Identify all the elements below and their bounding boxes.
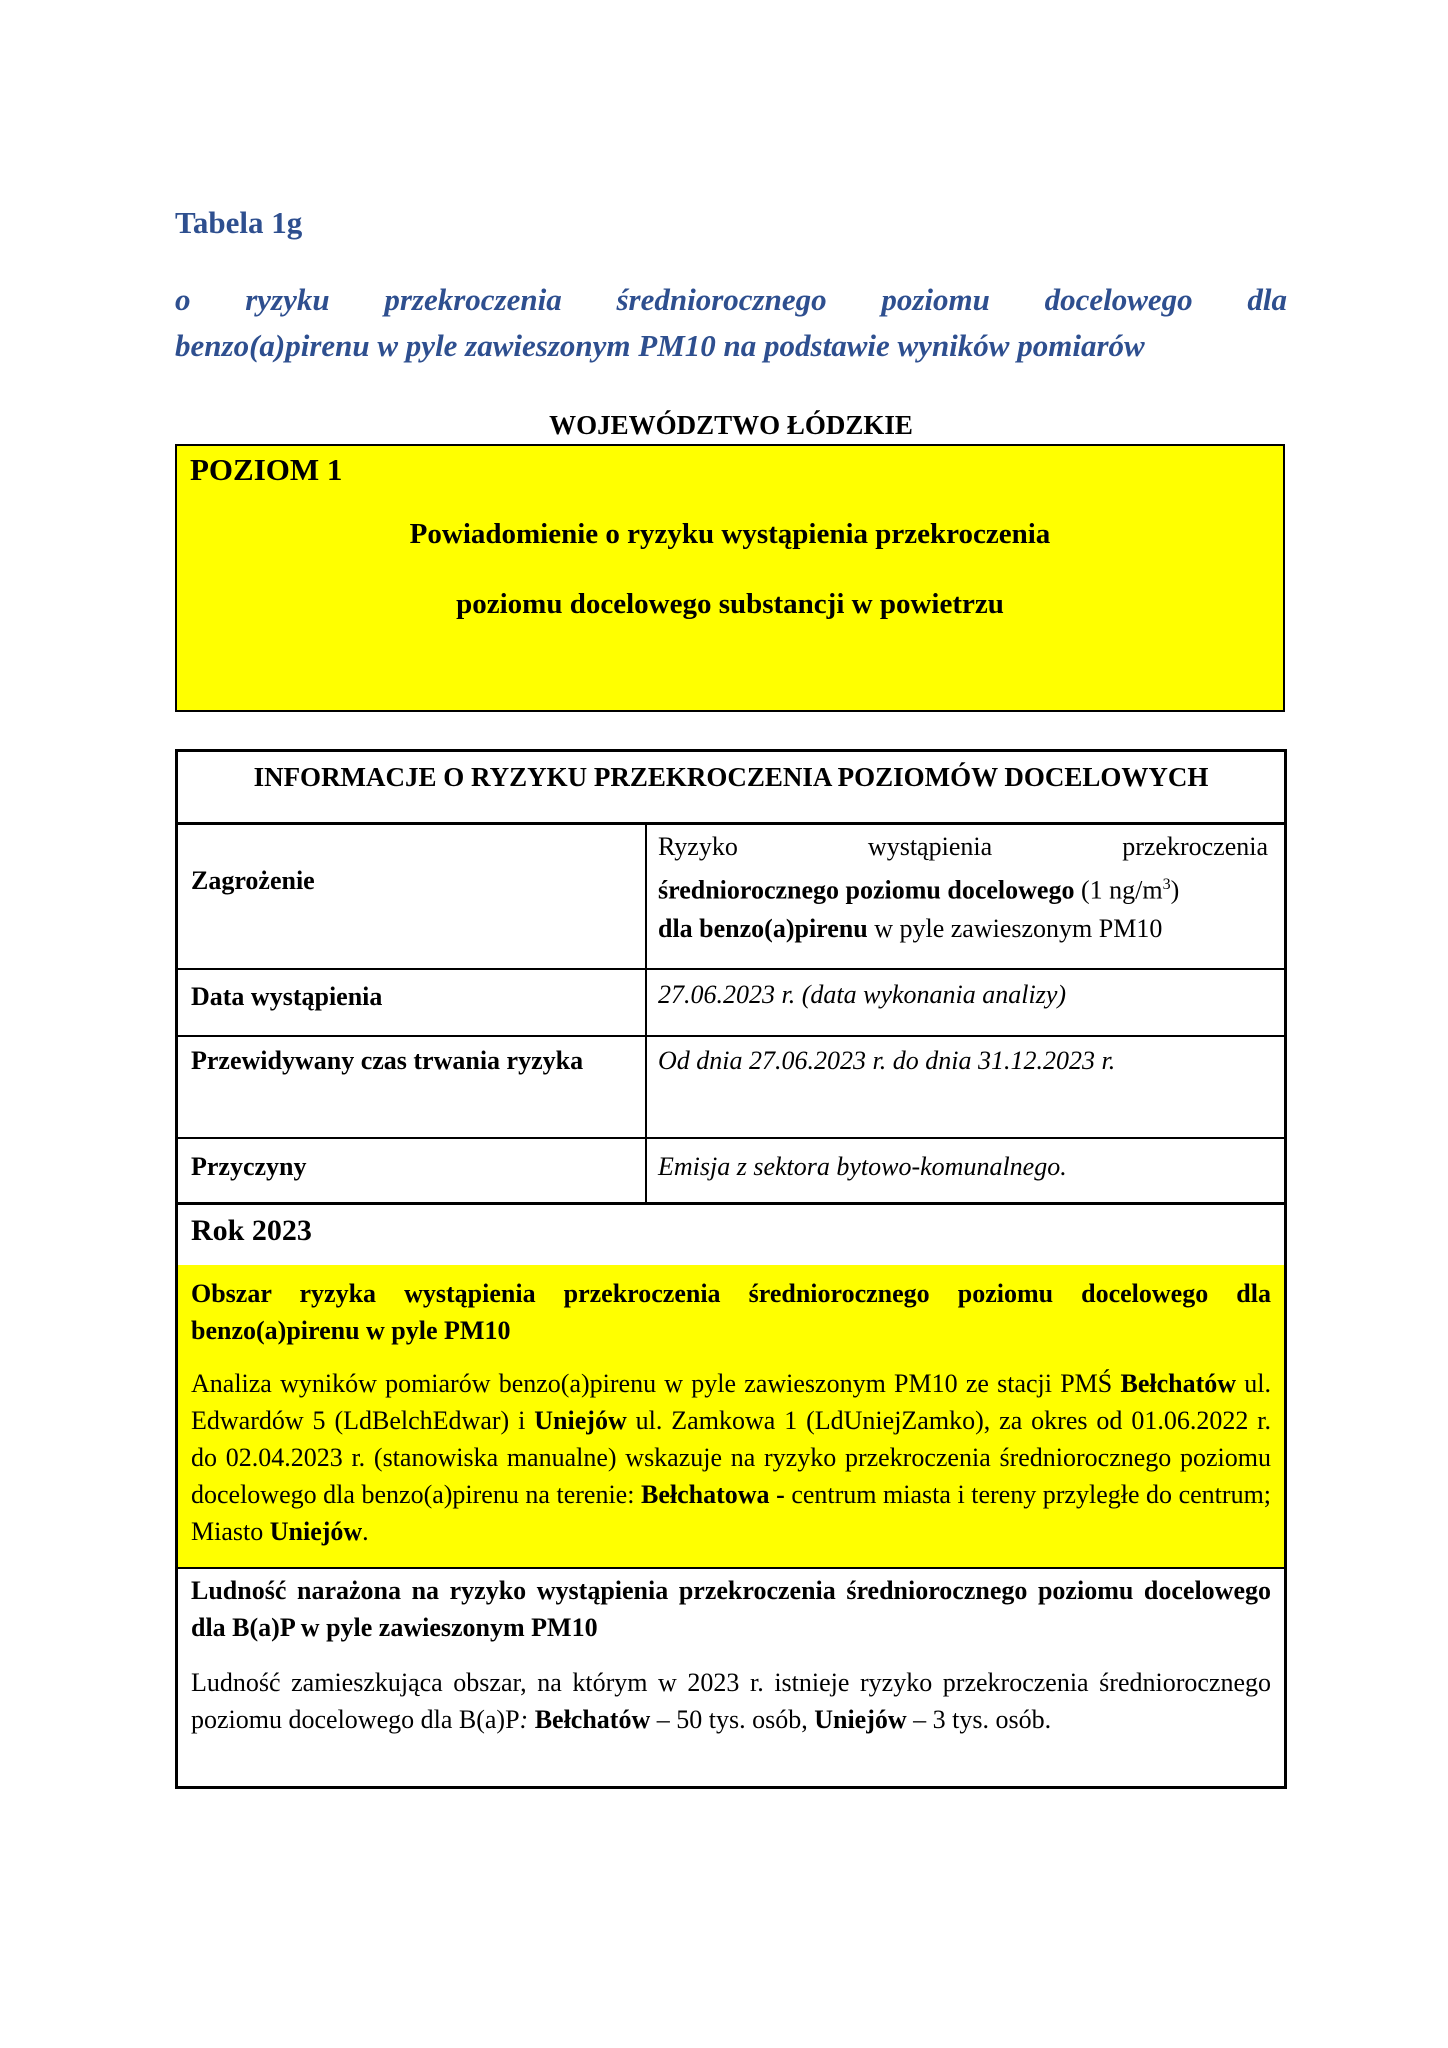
year-label: Rok 2023 bbox=[191, 1214, 312, 1247]
voivodeship-title: WOJEWÓDZTWO ŁÓDZKIE bbox=[549, 410, 913, 440]
threat-line-3: dla benzo(a)pirenu w pyle zawieszonym PM10 bbox=[658, 913, 1163, 943]
level-label: POZIOM 1 bbox=[190, 452, 343, 487]
threat-value bbox=[658, 828, 1268, 948]
risk-area-section bbox=[178, 1265, 1284, 1567]
population-title: Ludność narażona na ryzyko wystąpienia przekroczenia średniorocznego poziomu docelowego dla B(a)P w pyle zawieszonym PM10 bbox=[191, 1576, 1271, 1642]
info-table-title: INFORMACJE O RYZYKU PRZEKROCZENIA POZIOMÓW DOCELOWYCH bbox=[253, 762, 1209, 792]
row-divider bbox=[178, 1567, 1284, 1569]
document-subtitle bbox=[175, 277, 1287, 369]
subtitle-line-2: benzo(a)pirenu w pyle zawieszonym PM10 na podstawie wyników pomiarów bbox=[175, 328, 1145, 363]
duration-label: Przewidywany czas trwania ryzyka bbox=[191, 1046, 584, 1075]
table-label: Tabela 1g bbox=[175, 205, 303, 240]
row-divider bbox=[178, 1137, 1284, 1139]
row-divider bbox=[178, 822, 1284, 825]
threat-line-1: Ryzyko wystąpienia przekroczenia bbox=[658, 832, 1268, 861]
causes-label: Przyczyny bbox=[191, 1152, 307, 1181]
subtitle-line-1: o ryzyku przekroczenia średniorocznego poziomu docelowego dla bbox=[175, 282, 1287, 317]
notice-line-1: Powiadomienie o ryzyku wystąpienia przekroczenia bbox=[409, 518, 1051, 550]
risk-area-description: Analiza wyników pomiarów benzo(a)pirenu w pyle zawieszonym PM10 ze stacji PMŚ Bełchatów ul. Edwardów 5 (LdBelchEdwar) i Uniejów ul. Zamkowa 1 (LdUniejZamko), za okres od 01.06.2022 r. do 02.04.2023 r. (stanowiska manualne) wskazuje na ryzyko przekroczenia średniorocznego poziomu docelowego dla benzo(a)pirenu na terenie: Bełchatowa - centrum miasta i tereny przyległe do centrum; Miasto Uniejów. bbox=[191, 1369, 1272, 1546]
risk-area-title: Obszar ryzyka wystąpienia przekroczenia średniorocznego poziomu docelowego dla benzo(a)pirenu w pyle PM10 bbox=[191, 1279, 1271, 1345]
row-divider bbox=[178, 968, 1284, 970]
date-label: Data wystąpienia bbox=[191, 982, 383, 1011]
population-description: Ludność zamieszkująca obszar, na którym w 2023 r. istnieje ryzyko przekroczenia średniorocznego poziomu docelowego dla B(a)P: Bełchatów – 50 tys. osób, Uniejów – 3 tys. osób. bbox=[191, 1668, 1271, 1734]
row-divider bbox=[178, 1202, 1284, 1205]
row-divider bbox=[178, 1035, 1284, 1037]
notice-line-2: poziomu docelowego substancji w powietrzu bbox=[456, 588, 1004, 620]
causes-value: Emisja z sektora bytowo-komunalnego. bbox=[658, 1152, 1067, 1181]
threat-label: Zagrożenie bbox=[191, 866, 315, 895]
column-divider bbox=[645, 822, 647, 1205]
duration-value: Od dnia 27.06.2023 r. do dnia 31.12.2023 r. bbox=[658, 1046, 1116, 1075]
level-notice-box bbox=[175, 444, 1285, 712]
risk-info-table bbox=[175, 749, 1287, 1789]
date-value: 27.06.2023 r. (data wykonania analizy) bbox=[658, 980, 1067, 1009]
threat-line-2: średniorocznego poziomu docelowego (1 $ng/m^3$) bbox=[658, 875, 1180, 905]
